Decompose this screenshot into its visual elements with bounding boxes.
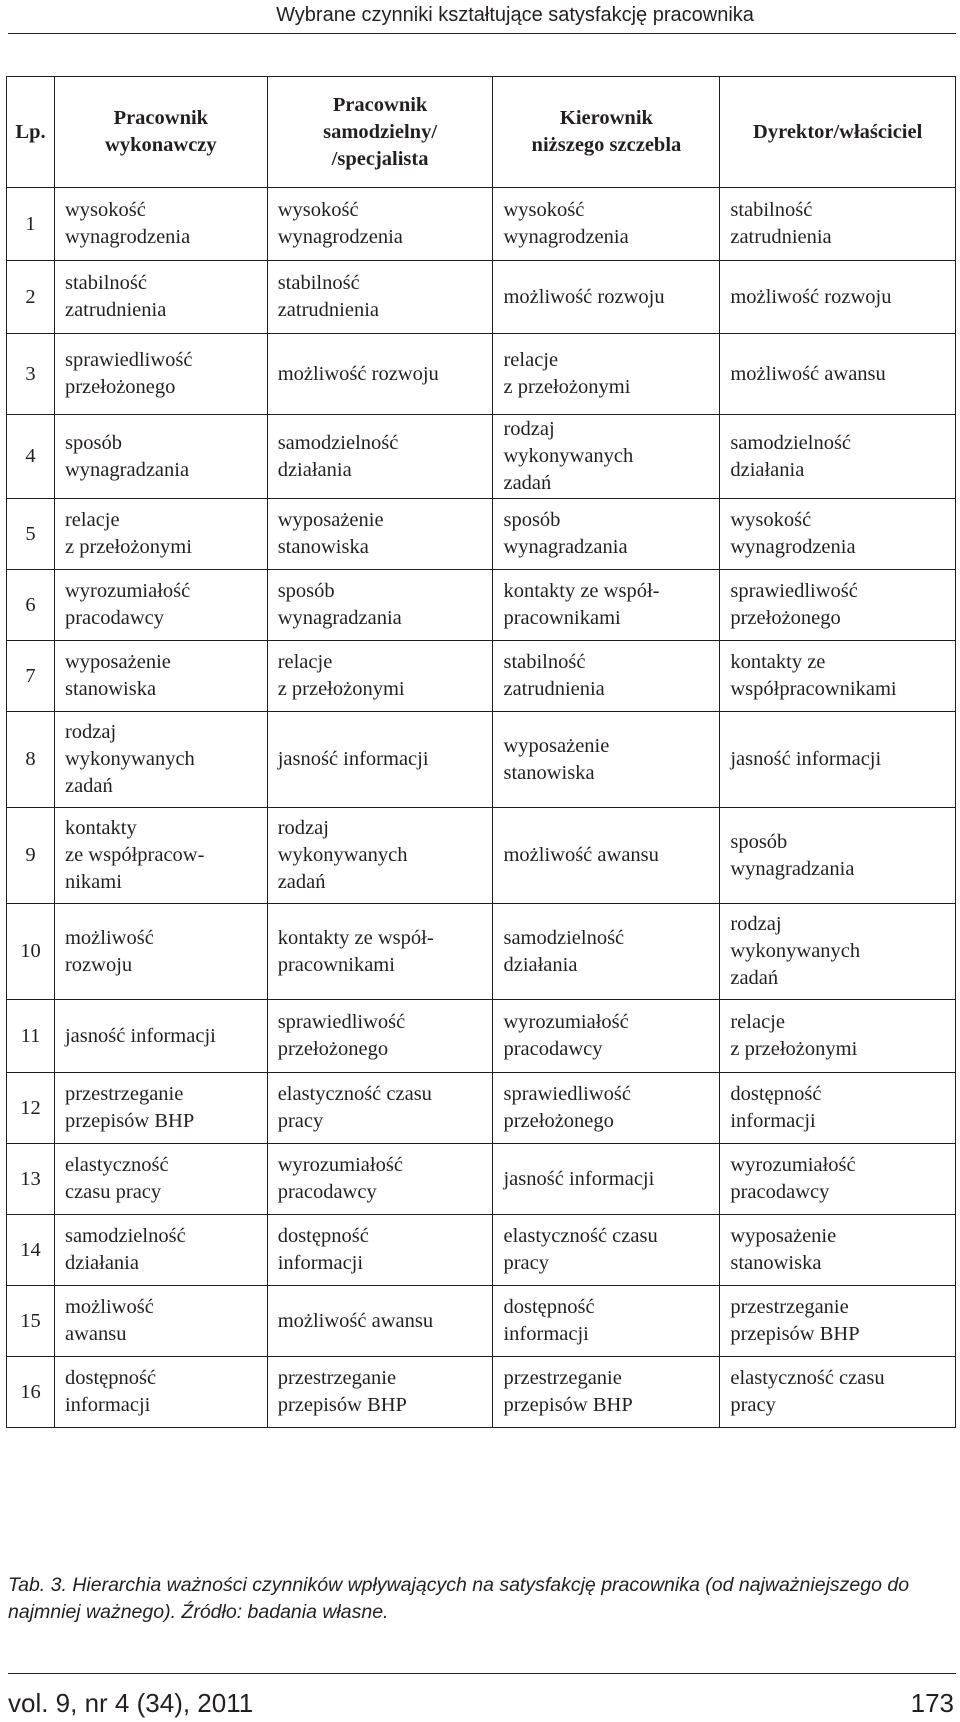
cell-line: z przełożonymi (730, 1038, 858, 1060)
cell-line: wynagradzania (64, 458, 190, 481)
cell-line: rodzaj (730, 913, 782, 935)
cell-line: pracownikami (503, 607, 621, 629)
table-cell (54, 261, 267, 334)
cell-line: wyposażenie (277, 509, 384, 531)
table-cell (720, 641, 956, 712)
cell-line: kontakty ze (730, 651, 826, 673)
row-number: 15 (7, 1286, 55, 1357)
row-number: 6 (7, 570, 55, 641)
row-number: 1 (7, 188, 55, 261)
cell-line: możliwość awansu (503, 844, 659, 866)
footer-page-number: 173 (910, 1688, 954, 1718)
cell-line: przełożonego (64, 376, 176, 398)
table-cell (54, 1073, 267, 1144)
cell-line: wynagradzania (503, 536, 628, 558)
cell-line: relacje (730, 1011, 785, 1033)
table-row (7, 808, 956, 904)
cell-line: dostępność (64, 1367, 157, 1389)
table-cell (267, 641, 493, 712)
cell-line: przestrzeganie (64, 1083, 184, 1105)
table-cell (54, 499, 267, 570)
cell-line: rozwoju (64, 953, 133, 976)
table-row (7, 1286, 956, 1357)
cell-line: przestrzeganie (503, 1367, 622, 1389)
table-cell (493, 261, 720, 334)
cell-line: współpracownikami (730, 678, 897, 700)
table-cell (267, 712, 493, 808)
header-lp: Lp. (7, 77, 55, 188)
cell-line: samodzielność (730, 431, 852, 454)
header-line: Pracownik (113, 107, 209, 129)
table-row (7, 1357, 956, 1428)
table-cell (54, 712, 267, 808)
row-number: 11 (7, 1000, 55, 1073)
cell-line: możliwość (64, 1296, 154, 1318)
header-rule (8, 33, 956, 34)
table-cell (493, 1357, 720, 1428)
header-line: Pracownik (332, 93, 428, 116)
cell-line: wyrozumiałość (277, 1154, 403, 1176)
cell-line: wyrozumiałość (730, 1154, 856, 1176)
cell-line: rodzaj (64, 721, 117, 743)
table-row (7, 1144, 956, 1215)
table-row (7, 415, 956, 499)
row-number: 2 (7, 261, 55, 334)
header-line: /specjalista (331, 147, 429, 170)
cell-line: relacje (277, 651, 333, 673)
table-cell (493, 499, 720, 570)
table-cell (493, 1144, 720, 1215)
cell-line: pracownikami (277, 953, 395, 976)
table-cell (493, 188, 720, 261)
table-cell (493, 415, 720, 499)
table-cell (493, 1286, 720, 1357)
row-number: 13 (7, 1144, 55, 1215)
cell-line: pracodawcy (730, 1181, 830, 1203)
hierarchy-table (6, 76, 956, 1428)
cell-line: przepisów BHP (277, 1394, 407, 1416)
table-cell (493, 570, 720, 641)
cell-line: stabilność (64, 272, 147, 294)
cell-line: wyrozumiałość (64, 580, 191, 602)
cell-line: rodzaj (277, 817, 329, 839)
running-header (0, 0, 960, 30)
table-cell (493, 334, 720, 415)
cell-line: z przełożonymi (64, 536, 192, 558)
cell-line: pracodawcy (503, 1038, 603, 1060)
table-cell (720, 188, 956, 261)
table-cell (267, 570, 493, 641)
cell-line: informacji (64, 1394, 151, 1416)
table-cell (54, 415, 267, 499)
cell-line: pracy (730, 1394, 776, 1416)
table-row (7, 1000, 956, 1073)
table-row (7, 712, 956, 808)
table-cell (493, 904, 720, 1000)
cell-line: wykonywanych (730, 940, 861, 962)
header-specialist (267, 77, 493, 188)
row-number: 9 (7, 808, 55, 904)
table-cell (267, 1073, 493, 1144)
cell-line: wyrozumiałość (503, 1011, 629, 1033)
cell-line: z przełożonymi (503, 376, 631, 398)
cell-line: możliwość awansu (730, 362, 886, 385)
table-cell (720, 1144, 956, 1215)
cell-line: pracodawcy (64, 607, 165, 629)
footer-issue: vol. 9, nr 4 (34), 2011 (8, 1688, 254, 1718)
table-caption: Tab. 3. Hierarchia ważności czynników wpływających na satysfakcję pracownika (od najważniejszego do najmniej ważnego). Źródło: badania własne. (8, 1574, 910, 1623)
cell-line: wyposażenie (730, 1225, 837, 1247)
cell-line: sprawiedliwość (503, 1083, 631, 1105)
table-row (7, 499, 956, 570)
cell-line: pracy (503, 1252, 549, 1274)
cell-line: czasu pracy (64, 1181, 162, 1203)
cell-line: stabilność (277, 272, 360, 294)
table-cell (267, 1000, 493, 1073)
row-number: 10 (7, 904, 55, 1000)
cell-line: przepisów BHP (730, 1323, 860, 1345)
header-director-owner (720, 77, 956, 188)
table-cell (720, 808, 956, 904)
cell-line: zadań (503, 472, 552, 494)
cell-line: ze współpracow- (64, 844, 205, 866)
cell-line: wysokość (503, 199, 585, 221)
table-cell (267, 904, 493, 1000)
cell-line: elastyczność czasu (277, 1083, 432, 1105)
running-header-text: Wybrane czynniki kształtujące satysfakcję pracownika (276, 3, 754, 26)
row-number: 5 (7, 499, 55, 570)
table-cell (267, 188, 493, 261)
table-cell (720, 334, 956, 415)
cell-line: stanowiska (64, 678, 157, 700)
table-row (7, 904, 956, 1000)
cell-line: kontakty (64, 817, 137, 839)
cell-line: stabilność (503, 651, 586, 673)
cell-line: samodzielność (277, 431, 399, 454)
cell-line: przepisów BHP (503, 1394, 633, 1416)
cell-line: zatrudnienia (64, 299, 167, 321)
table-cell (720, 1286, 956, 1357)
table-cell (54, 904, 267, 1000)
table-cell (720, 570, 956, 641)
cell-line: przestrzeganie (277, 1367, 397, 1389)
cell-line: rodzaj (503, 418, 555, 440)
cell-line: wysokość (730, 509, 812, 531)
table-cell (493, 1000, 720, 1073)
row-number: 4 (7, 415, 55, 499)
cell-line: jasność informacji (64, 1024, 216, 1047)
table-cell (493, 712, 720, 808)
cell-line: przełożonego (503, 1110, 614, 1132)
table-cell (720, 1215, 956, 1286)
table-cell (54, 1000, 267, 1073)
table-cell (267, 808, 493, 904)
cell-line: zadań (277, 871, 326, 893)
cell-line: z przełożonymi (277, 678, 405, 700)
cell-line: zadań (64, 775, 113, 797)
cell-line: sprawiedliwość (730, 580, 858, 602)
table-cell (54, 641, 267, 712)
row-number: 7 (7, 641, 55, 712)
table-cell (720, 1000, 956, 1073)
cell-line: działania (730, 458, 805, 481)
cell-line: przełożonego (277, 1038, 389, 1060)
table-row (7, 1073, 956, 1144)
cell-line: sposób (64, 431, 122, 454)
table-cell (267, 1357, 493, 1428)
header-line: samodzielny/ (323, 120, 438, 143)
table-cell (267, 1144, 493, 1215)
row-number: 8 (7, 712, 55, 808)
cell-line: elastyczność czasu (503, 1225, 658, 1247)
cell-line: informacji (277, 1252, 364, 1274)
cell-line: możliwość (64, 926, 154, 949)
header-line: wykonawczy (105, 134, 217, 156)
cell-line: możliwość rozwoju (503, 285, 665, 308)
table-cell (54, 570, 267, 641)
table-row (7, 570, 956, 641)
cell-line: dostępność (503, 1296, 595, 1318)
cell-line: przestrzeganie (730, 1296, 849, 1318)
cell-line: zatrudnienia (277, 299, 379, 321)
table-cell (54, 1215, 267, 1286)
cell-line: elastyczność (64, 1154, 169, 1176)
header-line: Dyrektor/właściciel (753, 120, 923, 143)
cell-line: wykonywanych (277, 844, 408, 866)
table-cell (54, 334, 267, 415)
cell-line: stanowiska (503, 761, 595, 784)
cell-line: wykonywanych (64, 748, 195, 770)
cell-line: wyposażenie (64, 651, 171, 673)
header-line: Kierownik (559, 107, 653, 129)
cell-line: kontakty ze współ- (503, 580, 660, 602)
table-row (7, 1215, 956, 1286)
table-cell (720, 712, 956, 808)
table-cell (267, 499, 493, 570)
cell-line: relacje (503, 349, 559, 371)
cell-line: sposób (277, 580, 335, 602)
cell-line: awansu (64, 1323, 127, 1345)
table-cell (720, 1357, 956, 1428)
cell-line: wynagradzania (730, 857, 855, 880)
cell-line: wynagrodzenia (64, 226, 191, 248)
cell-line: samodzielność (503, 926, 625, 949)
cell-line: sposób (503, 509, 561, 531)
table-cell (720, 904, 956, 1000)
table-row (7, 641, 956, 712)
cell-line: relacje (64, 509, 120, 531)
cell-line: jasność informacji (503, 1167, 655, 1190)
cell-line: możliwość rozwoju (277, 362, 439, 385)
cell-line: wysokość (277, 199, 359, 221)
cell-line: działania (64, 1252, 139, 1274)
cell-line: nikami (64, 871, 122, 893)
cell-line: pracy (277, 1110, 324, 1132)
cell-line: zadań (730, 967, 779, 989)
cell-line: stabilność (730, 199, 813, 221)
table-cell (493, 641, 720, 712)
cell-line: wynagradzania (277, 607, 402, 629)
cell-line: sprawiedliwość (277, 1011, 406, 1033)
cell-line: jasność informacji (277, 748, 429, 770)
table-cell (720, 261, 956, 334)
table-cell (720, 499, 956, 570)
table-cell (54, 1357, 267, 1428)
header-executive-worker (54, 77, 267, 188)
table-row (7, 261, 956, 334)
cell-line: możliwość rozwoju (730, 285, 892, 308)
table-cell (267, 334, 493, 415)
header-lower-manager (493, 77, 720, 188)
table-cell (54, 808, 267, 904)
cell-line: sposób (730, 830, 788, 853)
row-number: 16 (7, 1357, 55, 1428)
cell-line: wynagrodzenia (503, 226, 629, 248)
table-cell (720, 1073, 956, 1144)
row-number: 14 (7, 1215, 55, 1286)
cell-line: działania (503, 953, 578, 976)
cell-line: wyposażenie (503, 734, 610, 757)
table-cell (493, 808, 720, 904)
table-row (7, 334, 956, 415)
table-cell (267, 1286, 493, 1357)
footer-rule (8, 1673, 956, 1674)
table-cell (267, 1215, 493, 1286)
table-cell (267, 261, 493, 334)
cell-line: możliwość awansu (277, 1309, 434, 1332)
cell-line: przełożonego (730, 607, 841, 629)
cell-line: zatrudnienia (730, 226, 832, 248)
cell-line: sprawiedliwość (64, 349, 193, 371)
table-cell (493, 1073, 720, 1144)
cell-line: przepisów BHP (64, 1110, 195, 1132)
cell-line: działania (277, 458, 352, 481)
cell-line: stanowiska (277, 536, 369, 558)
table-cell (54, 1286, 267, 1357)
table-header-row (7, 77, 956, 188)
cell-line: dostępność (730, 1083, 822, 1105)
table-cell (493, 1215, 720, 1286)
cell-line: stanowiska (730, 1252, 822, 1274)
cell-line: wysokość (64, 199, 146, 221)
cell-line: samodzielność (64, 1225, 186, 1247)
cell-line: elastyczność czasu (730, 1367, 885, 1389)
table-cell (267, 415, 493, 499)
cell-line: kontakty ze współ- (277, 926, 434, 949)
table-cell (720, 415, 956, 499)
cell-line: zatrudnienia (503, 678, 605, 700)
cell-line: wynagrodzenia (277, 226, 403, 248)
table-row (7, 188, 956, 261)
cell-line: wykonywanych (503, 445, 634, 467)
table-cell (54, 188, 267, 261)
table-cell (54, 1144, 267, 1215)
cell-line: pracodawcy (277, 1181, 377, 1203)
cell-line: informacji (503, 1323, 589, 1345)
cell-line: wynagrodzenia (730, 536, 856, 558)
row-number: 12 (7, 1073, 55, 1144)
cell-line: informacji (730, 1110, 816, 1132)
header-line: niższego szczebla (531, 134, 682, 156)
row-number: 3 (7, 334, 55, 415)
cell-line: dostępność (277, 1225, 369, 1247)
cell-line: jasność informacji (730, 748, 882, 770)
